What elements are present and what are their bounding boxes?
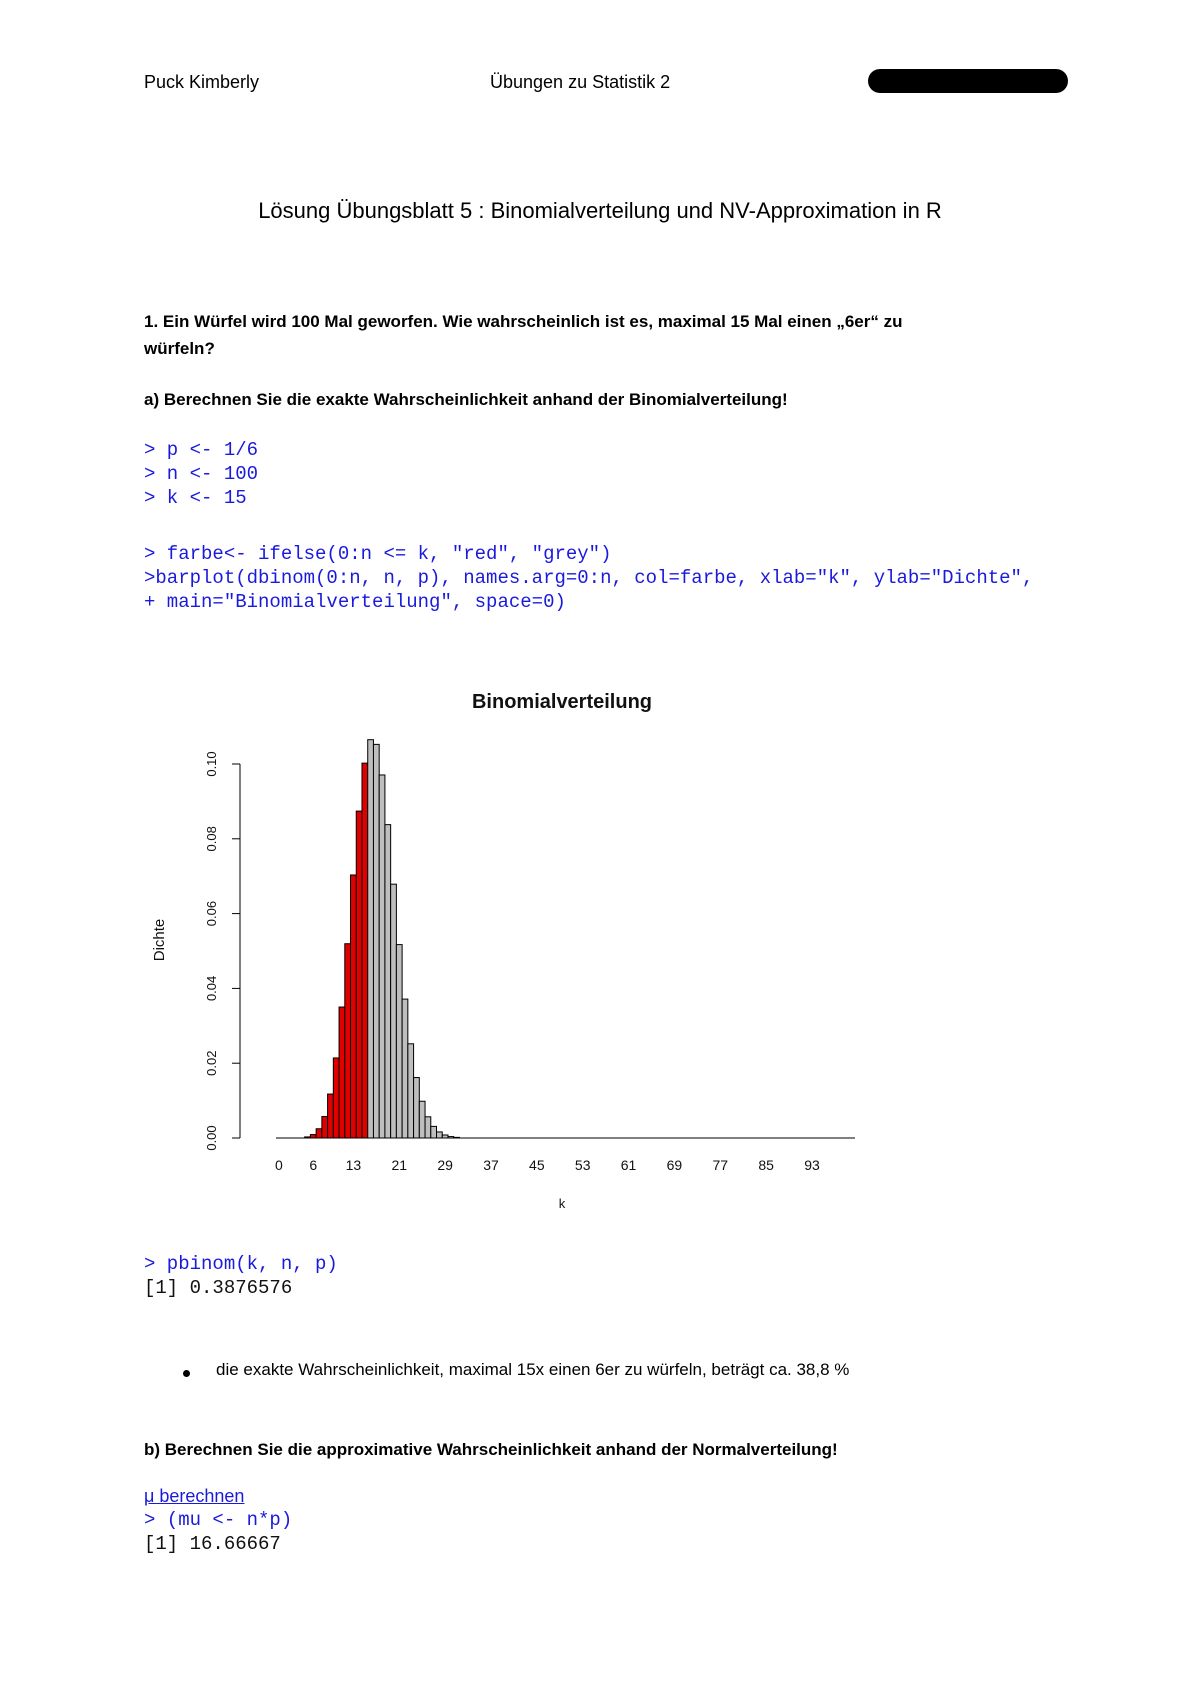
chart-bar <box>328 1094 334 1138</box>
chart-x-tick-label: 29 <box>437 1157 453 1173</box>
chart-bar <box>373 744 379 1138</box>
chart-x-tick-labels <box>275 1157 820 1173</box>
result-bullet: die exakte Wahrscheinlichkeit, maximal 15x einen 6er zu würfeln, beträgt ca. 38,8 % <box>216 1360 850 1379</box>
header-author: Puck Kimberly <box>144 72 260 92</box>
chart-bar <box>316 1129 322 1138</box>
code-block-barplot <box>144 542 1033 614</box>
chart-bar <box>425 1117 431 1138</box>
task-question-line1: 1. Ein Würfel wird 100 Mal geworfen. Wie wahrscheinlich ist es, maximal 15 Mal einen „6er“ zu <box>144 312 903 331</box>
chart-bar <box>345 944 351 1138</box>
code-line: > p <- 1/6 <box>144 439 259 461</box>
chart-y-axis-label: Dichte <box>151 918 168 962</box>
chart-x-tick-label: 53 <box>574 1157 591 1173</box>
chart-bars <box>276 740 855 1138</box>
code-block-params <box>144 438 258 510</box>
chart-title: Binomialverteilung <box>471 691 653 713</box>
chart-bar <box>385 825 391 1138</box>
chart-y-tick-label: 0.00 <box>204 1125 219 1151</box>
task-question-line2: würfeln? <box>144 339 215 358</box>
code-block-mu <box>144 1508 292 1556</box>
part-a-heading: a) Berechnen Sie die exakte Wahrscheinlichkeit anhand der Binomialverteilung! <box>144 390 788 409</box>
chart-x-tick-label: 0 <box>274 1157 283 1173</box>
chart-bar <box>362 763 368 1138</box>
chart-x-tick-label: 45 <box>529 1157 545 1173</box>
chart-bar <box>351 875 357 1138</box>
chart-y-tick-label: 0.02 <box>204 1050 219 1076</box>
chart-bar <box>431 1126 437 1138</box>
mu-label: μ berechnen <box>144 1486 245 1506</box>
code-output: [1] 16.66667 <box>144 1533 281 1555</box>
chart-bar <box>379 775 385 1138</box>
chart-bar <box>396 945 402 1138</box>
chart-bar <box>408 1044 414 1138</box>
code-command: > pbinom(k, n, p) <box>144 1253 338 1275</box>
code-line: + main="Binomialverteilung", space=0) <box>144 591 566 613</box>
chart-bar <box>419 1101 425 1138</box>
chart-x-tick-label: 13 <box>345 1157 362 1173</box>
redaction-bar <box>868 69 1068 93</box>
code-line: > k <- 15 <box>144 487 247 509</box>
chart-y-tick-label: 0.06 <box>204 900 219 927</box>
code-line: > n <- 100 <box>144 463 259 485</box>
chart-x-tick-label: 61 <box>620 1157 637 1173</box>
binomial-barplot <box>140 680 860 1220</box>
chart-bar <box>356 811 362 1138</box>
header-course: Übungen zu Statistik 2 <box>490 72 671 92</box>
chart-x-tick-label: 85 <box>758 1157 774 1173</box>
chart-bar <box>339 1007 345 1138</box>
code-line: > farbe<- ifelse(0:n <= k, "red", "grey") <box>144 543 612 565</box>
bullet-icon <box>183 1370 190 1377</box>
chart-x-tick-label: 6 <box>309 1157 318 1173</box>
chart-bar <box>322 1116 328 1138</box>
chart-y-tick-label: 0.08 <box>204 826 219 852</box>
chart-x-tick-label: 69 <box>666 1157 683 1173</box>
chart-bar <box>437 1132 443 1138</box>
task-question <box>144 308 1044 362</box>
chart-y-tick-label: 0.04 <box>204 975 219 1002</box>
chart-bar <box>402 999 408 1138</box>
part-b-heading: b) Berechnen Sie die approximative Wahrscheinlichkeit anhand der Normalverteilung! <box>144 1440 838 1459</box>
chart-x-axis-label: k <box>558 1196 566 1211</box>
chart-bar <box>391 884 397 1138</box>
chart-bar <box>414 1078 420 1138</box>
chart-bar <box>333 1058 339 1138</box>
chart-y-axis <box>204 751 240 1150</box>
chart-bar <box>368 740 374 1138</box>
code-output: [1] 0.3876576 <box>144 1277 293 1299</box>
chart-x-tick-label: 37 <box>483 1157 499 1173</box>
code-line: >barplot(dbinom(0:n, n, p), names.arg=0:n, col=farbe, xlab="k", ylab="Dichte", <box>144 567 1034 589</box>
code-block-pbinom <box>144 1252 338 1300</box>
code-command: > (mu <- n*p) <box>144 1509 293 1531</box>
chart-y-tick-label: 0.10 <box>204 751 219 777</box>
page-title: Lösung Übungsblatt 5 : Binomialverteilung und NV-Approximation in R <box>258 198 942 223</box>
chart-bar <box>310 1135 316 1138</box>
chart-x-tick-label: 21 <box>391 1157 408 1173</box>
chart-x-tick-label: 77 <box>712 1157 729 1173</box>
chart-x-tick-label: 93 <box>804 1157 820 1173</box>
